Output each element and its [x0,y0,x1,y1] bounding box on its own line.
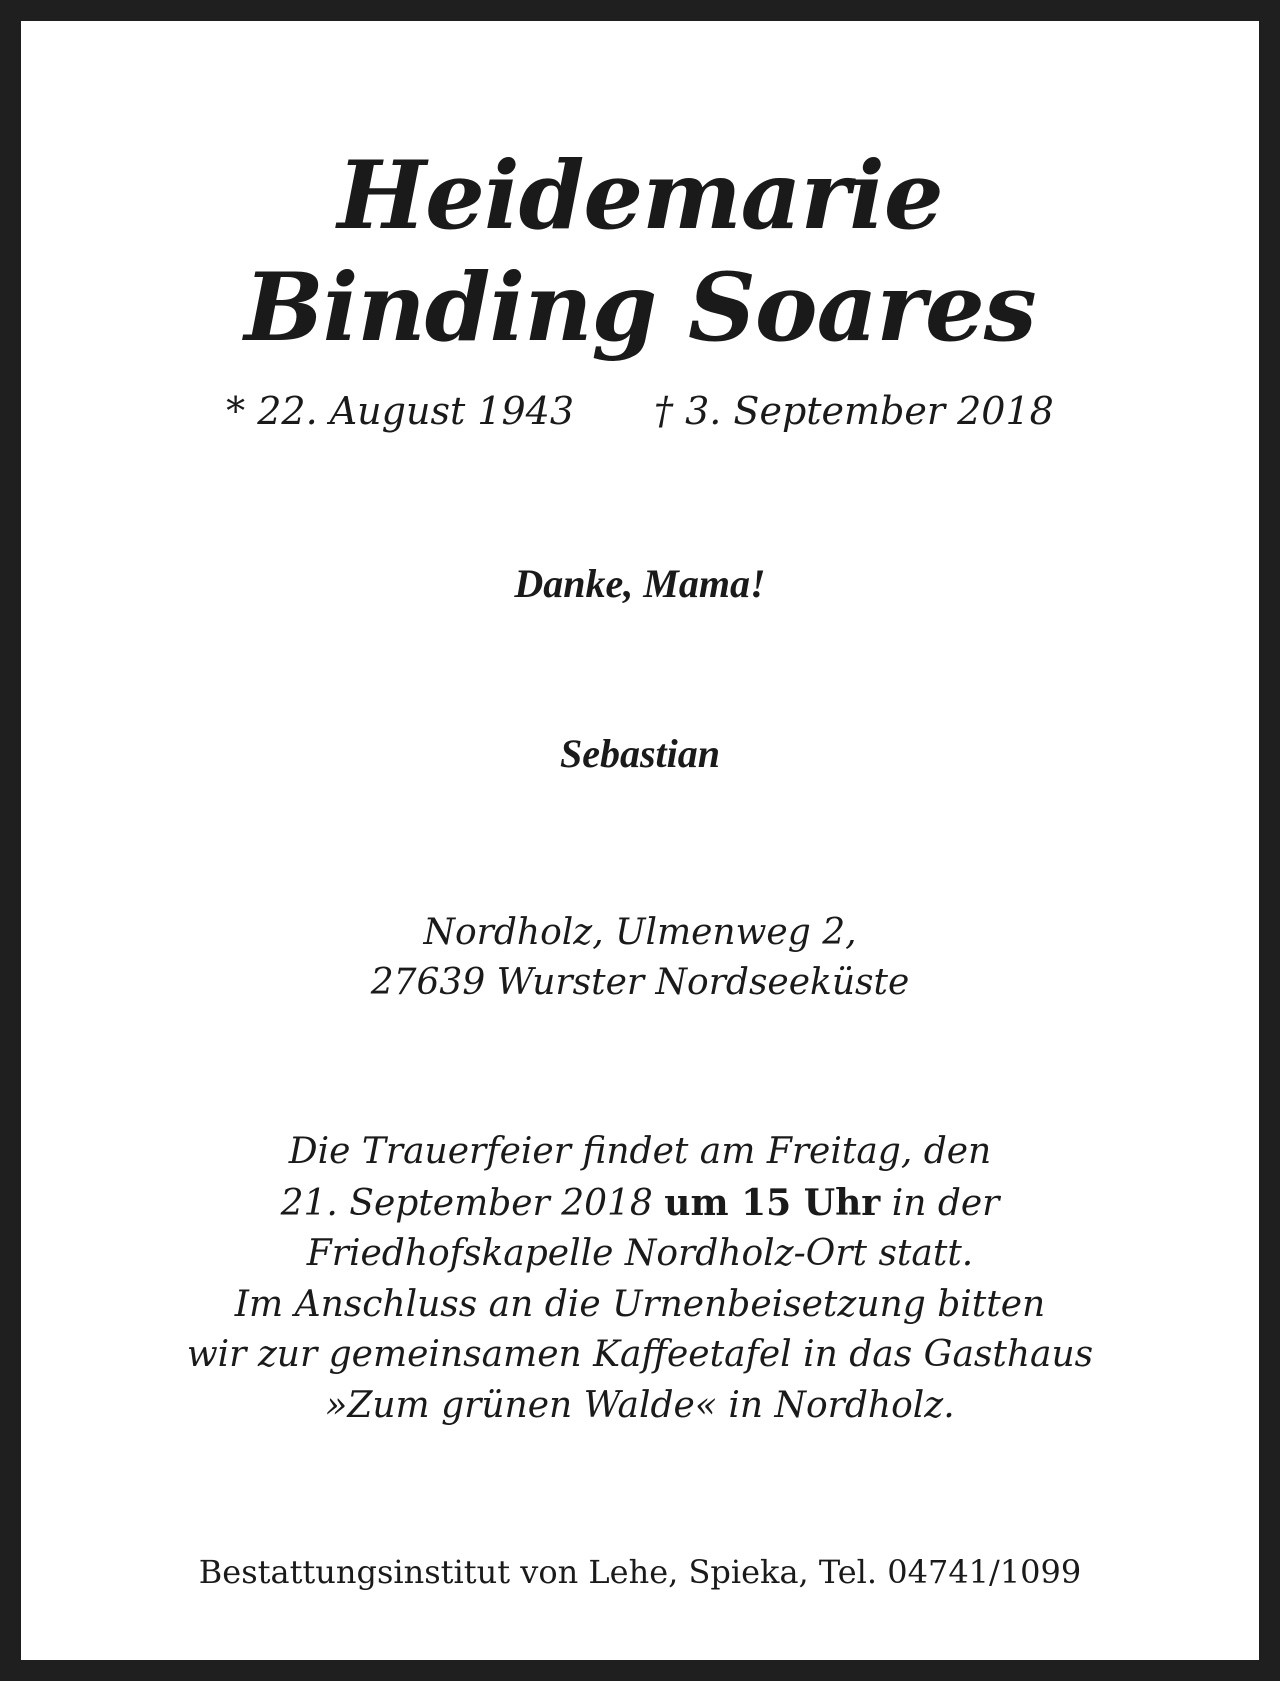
address-block [42,908,1238,1008]
signer-name: Sebastian [559,731,721,776]
notice-content [42,42,1238,1639]
death-date: † 3. September 2018 [654,389,1054,433]
birth-date: * 22. August 1943 [226,389,575,433]
funeral-line-2-end: in der [880,1182,1000,1224]
thanks-line: Danke, Mama! [514,561,766,606]
funeral-line-1: Die Trauerfeier findet am Freitag, den [288,1131,992,1172]
funeral-line-4: Im Anschluss an die Urnenbeisetzung bitten [234,1283,1046,1325]
address-line-2: 27639 Wurster Nordseeküste [370,962,910,1003]
funeral-line-2 [42,1178,1238,1230]
funeral-line-5: wir zur gemeinsamen Kaffeetafel in das Gasthaus [186,1334,1094,1375]
life-dates [42,387,1238,435]
address-line-1: Nordholz, Ulmenweg 2, [423,912,857,953]
name-line-1: Heidemarie [337,141,943,251]
funeral-line-3: Friedhofskapelle Nordholz-Ort statt. [306,1233,974,1274]
funeral-info [42,1127,1238,1431]
funeral-time: um 15 Uhr [664,1181,881,1224]
funeral-date: 21. September 2018 [280,1182,665,1224]
name-line-2: Binding Soares [244,253,1036,363]
funeral-line-6: »Zum grünen Walde« in Nordholz. [325,1384,955,1426]
funeral-home-footer: Bestattungsinstitut von Lehe, Spieka, Tel. 04741/1099 [198,1553,1082,1591]
deceased-name [42,140,1238,364]
